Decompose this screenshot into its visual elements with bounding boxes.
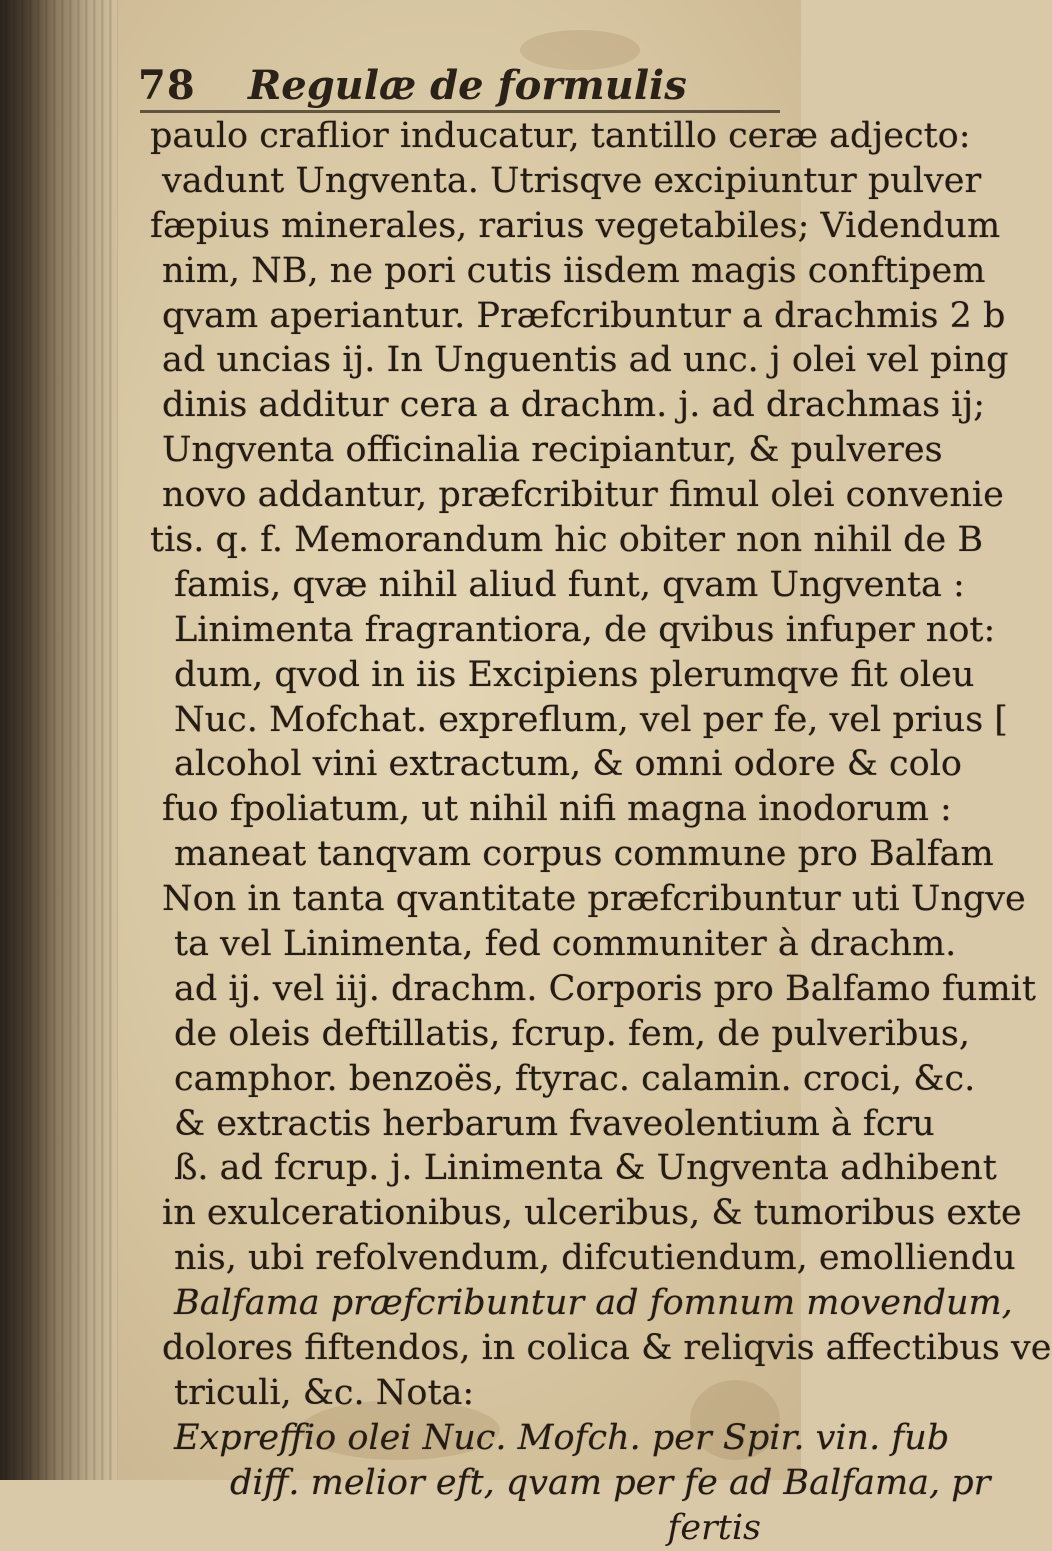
text-line: dolores fiftendos, in colica & reliqvis affectibus ve [162, 1328, 1052, 1369]
text-line: & extractis herbarum fvaveolentium à fcru [174, 1103, 935, 1144]
text-line: Balfama præfcribuntur ad fomnum movendum, [174, 1283, 1013, 1324]
text-line: de oleis deftillatis, fcrup. fem, de pulveribus, [174, 1013, 970, 1054]
text-line: ad uncias ij. In Unguentis ad unc. j olei vel ping [162, 340, 1009, 381]
text-line: triculi, &c. Nota: [174, 1372, 475, 1413]
text-line: fuo fpoliatum, ut nihil nifi magna inodorum : [162, 789, 952, 830]
catchword: fertis [667, 1507, 761, 1548]
text-line: dum, qvod in iis Excipiens plerumqve fit oleu [174, 654, 975, 695]
text-line: maneat tanqvam corpus commune pro Balfam [174, 834, 994, 875]
text-line: camphor. benzoës, ftyrac. calamin. croci, &c. [174, 1058, 976, 1099]
text-line: famis, qvæ nihil aliud funt, qvam Ungventa : [174, 564, 965, 605]
text-line: Ungventa officinalia recipiantur, & pulveres [162, 430, 943, 471]
text-line: ta vel Linimenta, fed communiter à drachm. [174, 924, 957, 965]
text-line: Expreffio olei Nuc. Mofch. per Spir. vin. fub [174, 1417, 950, 1458]
header-rule [140, 110, 780, 113]
text-line: tis. q. f. Memorandum hic obiter non nihil de B [150, 520, 984, 561]
text-line: ß. ad fcrup. j. Linimenta & Ungventa adhibent [174, 1148, 997, 1189]
page-edges [0, 0, 118, 1480]
text-line: Nuc. Mofchat. expreflum, vel per fe, vel prius [ [174, 699, 1008, 740]
text-line: Non in tanta qvantitate præfcribuntur uti Ungve [162, 879, 1026, 920]
page-number: 78 [138, 62, 196, 109]
text-line: novo addantur, præfcribitur fimul olei convenie [162, 475, 1004, 516]
text-line: nim, NB, ne pori cutis iisdem magis conftipem [162, 250, 986, 291]
text-line: vadunt Ungventa. Utrisqve excipiuntur pulver [162, 160, 982, 201]
text-line: alcohol vini extractum, & omni odore & colo [174, 744, 962, 785]
text-line: diff. melior eft, qvam per fe ad Balfama, pr [230, 1462, 991, 1503]
text-line: nis, ubi refolvendum, difcutiendum, emolliendu [174, 1238, 1016, 1279]
text-line: Linimenta fragrantiora, de qvibus infuper not: [174, 609, 996, 650]
text-line: paulo craflior inducatur, tantillo ceræ adjecto: [150, 116, 971, 156]
running-title: Regulæ de formulis [248, 62, 687, 109]
text-line: ad ij. vel iij. drachm. Corporis pro Balfamo fumit [174, 968, 1036, 1009]
text-line: dinis additur cera a drachm. j. ad drachmas ij; [162, 385, 985, 426]
body-text [150, 114, 1052, 1551]
text-line: in exulcerationibus, ulceribus, & tumoribus exte [162, 1193, 1022, 1234]
text-line: fæpius minerales, rarius vegetabiles; Videndum [150, 205, 1001, 246]
text-line: qvam aperiantur. Præfcribuntur a drachmis 2 b [162, 295, 1006, 336]
running-head [138, 62, 778, 112]
